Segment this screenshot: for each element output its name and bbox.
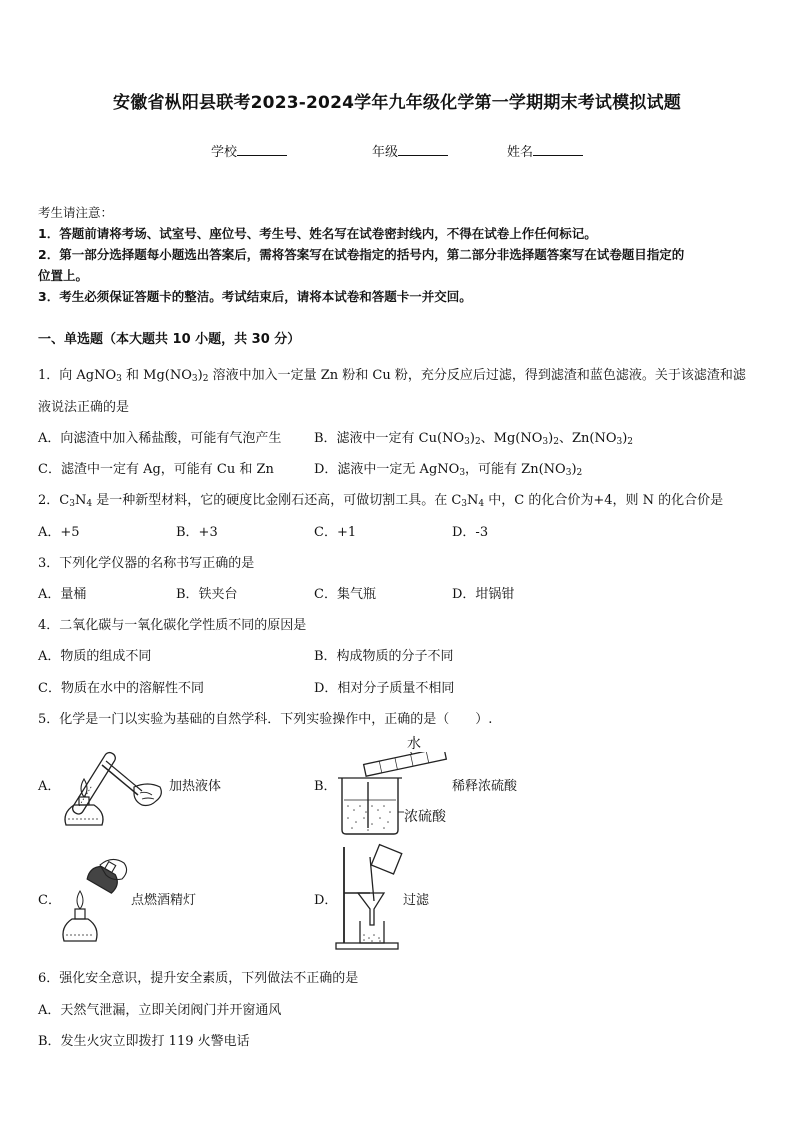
- question-5-b-water-label: 水: [407, 736, 421, 752]
- question-3-option-c: C．集气瓶: [314, 587, 376, 602]
- question-5-option-a: A．: [38, 779, 61, 794]
- question-5-option-d: D．: [314, 893, 338, 908]
- lighting-lamp-figure: [58, 855, 132, 945]
- question-1-option-a: A．向滤渣中加入稀盐酸，可能有气泡产生: [38, 431, 282, 446]
- question-5-b-label: 稀释浓硫酸: [452, 779, 518, 794]
- grade-label: 年级: [372, 145, 399, 160]
- question-3-option-a: A．量桶: [38, 587, 87, 602]
- question-2-option-d: D．-3: [452, 525, 489, 540]
- page-title: 安徽省枞阳县联考2023-2024学年九年级化学第一学期期末考试模拟试题: [113, 93, 681, 113]
- question-6-option-b: B．发生火灾立即拨打 119 火警电话: [38, 1034, 250, 1049]
- question-2-option-a: A．+5: [38, 525, 80, 540]
- name-blank: [533, 144, 583, 156]
- question-1-stem-cont: 液说法正确的是: [38, 400, 130, 415]
- question-3-option-d: D．坩锅钳: [452, 587, 515, 602]
- notice-item-1: 1．答题前请将考场、试室号、座位号、考生号、姓名写在试卷密封线内，不得在试卷上作任何标记。: [38, 226, 597, 241]
- question-4-option-b: B．构成物质的分子不同: [314, 649, 454, 664]
- question-3-stem: 3．下列化学仪器的名称书写正确的是: [38, 556, 255, 571]
- name-field: [507, 141, 583, 160]
- question-2-stem: 2．$C_3N_4$ 是一种新型材料，它的硬度比金刚石还高，可做切割工具。在 $C_3N_4$ 中，C 的化合价为+4，则 N 的化合价是: [38, 493, 724, 509]
- question-5-b-acid-label: 浓硫酸: [404, 809, 446, 825]
- question-6-option-a: A．天然气泄漏，立即关闭阀门并开窗通风: [38, 1003, 282, 1018]
- question-5-stem: 5．化学是一门以实验为基础的自然学科．下列实验操作中，正确的是（ ）.: [38, 712, 493, 727]
- question-4-option-c: C．物质在水中的溶解性不同: [38, 681, 204, 696]
- question-1-option-b: B．滤液中一定有 $Cu(NO_3)_2$、$Mg(NO_3)_2$、$Zn(NO_3)_2$: [314, 431, 634, 447]
- filtration-figure: [334, 843, 406, 951]
- grade-field: [372, 141, 448, 160]
- question-4-stem: 4．二氧化碳与一氧化碳化学性质不同的原因是: [38, 618, 307, 633]
- question-2-option-b: B．+3: [176, 525, 218, 540]
- question-6-stem: 6．强化安全意识，提升安全素质，下列做法不正确的是: [38, 971, 359, 986]
- notice-item-3: 3．考生必须保证答题卡的整洁。考试结束后，请将本试卷和答题卡一并交回。: [38, 289, 472, 304]
- school-field: [211, 141, 287, 160]
- question-4-option-d: D．相对分子质量不相同: [314, 681, 455, 696]
- question-5-d-label: 过滤: [403, 893, 430, 908]
- notice-heading: 考生请注意：: [38, 205, 114, 220]
- school-label: 学校: [211, 145, 238, 160]
- question-2-option-c: C．+1: [314, 525, 357, 540]
- heating-liquid-figure: [56, 735, 166, 835]
- question-5-option-b: B．: [314, 779, 337, 794]
- grade-blank: [398, 144, 448, 156]
- question-5-c-label: 点燃酒精灯: [131, 893, 197, 908]
- name-label: 姓名: [507, 145, 534, 160]
- question-1-option-d: D．滤液中一定无 AgNO$_3$，可能有 $Zn(NO_3)_2$: [314, 462, 583, 478]
- question-5-a-label: 加热液体: [169, 779, 222, 794]
- question-5-option-c: C．: [38, 893, 61, 908]
- question-3-option-b: B．铁夹台: [176, 587, 238, 602]
- school-blank: [237, 144, 287, 156]
- notice-item-2-cont: 位置上。: [38, 268, 89, 283]
- question-4-option-a: A．物质的组成不同: [38, 649, 152, 664]
- question-1-option-c: C．滤渣中一定有 Ag，可能有 Cu 和 Zn: [38, 462, 274, 477]
- question-1-stem: 1．向 AgNO$_3$ 和 $Mg(NO_3)_2$ 溶液中加入一定量 Zn 粉和 Cu 粉，充分反应后过滤，得到滤渣和蓝色滤液。关于该滤渣和滤: [38, 368, 746, 384]
- notice-item-2: 2．第一部分选择题每小题选出答案后，需将答案写在试卷指定的括号内，第二部分非选择题答案写在试卷题目指定的: [38, 247, 685, 262]
- section-heading: 一、单选题（本大题共 10 小题，共 30 分）: [38, 332, 301, 347]
